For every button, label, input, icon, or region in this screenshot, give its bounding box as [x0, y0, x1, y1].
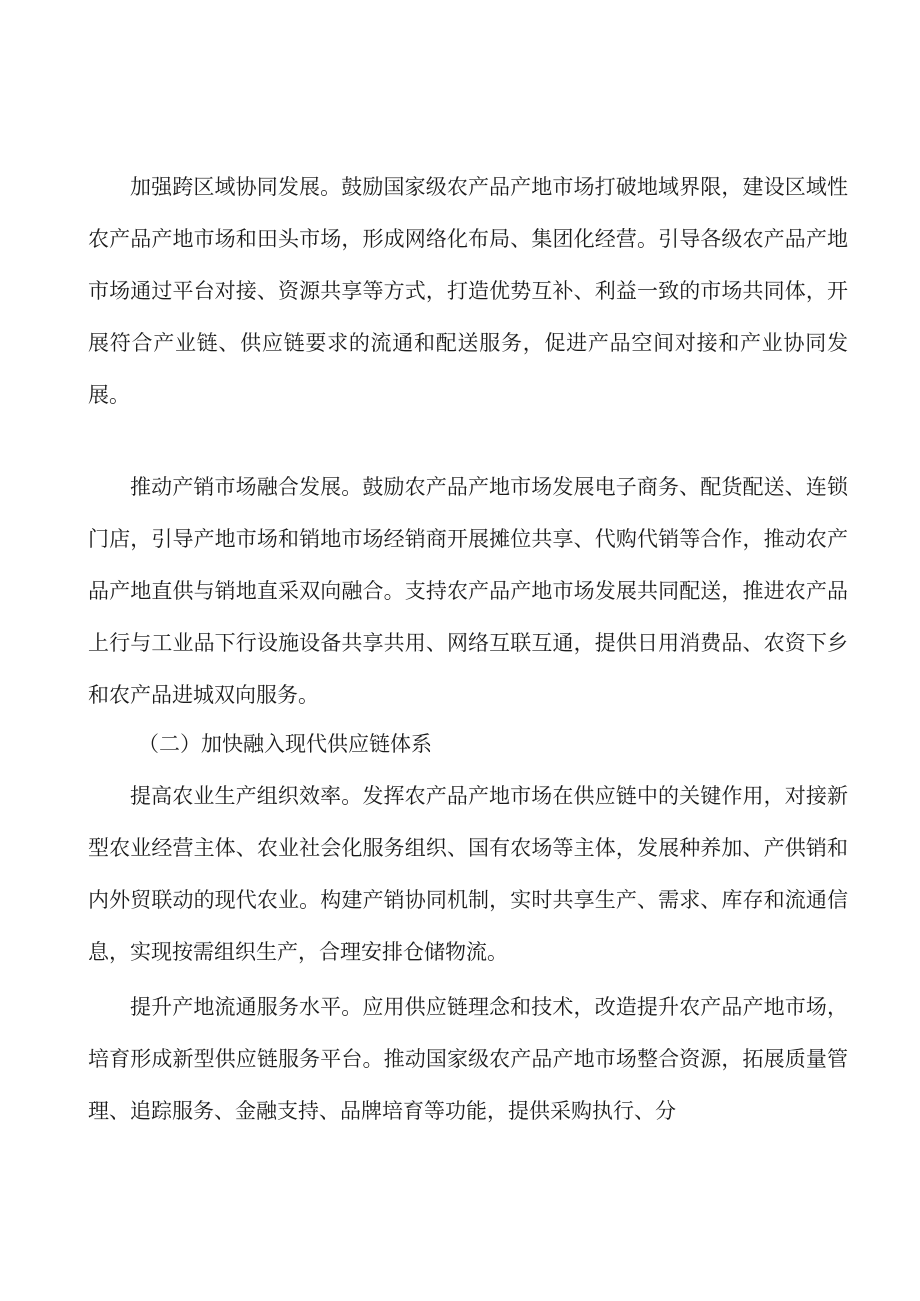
- paragraph-production-sales: [88, 461, 848, 721]
- body-paragraph: 推动产销市场融合发展。鼓励农产品产地市场发展电子商务、配货配送、连锁门店，引导产地市场和销地市场经销商开展摊位共享、代购代销等合作，推动农产品产地直供与销地直采双向融合。支持农产品产地市场发展共同配送，推进农产品上行与工业品下行设施设备共享共用、网络互联互通，提供日用消费品、农资下乡和农产品进城双向服务。: [88, 475, 848, 707]
- body-paragraph: 提升产地流通服务水平。应用供应链理念和技术，改造提升农产品产地市场，培育形成新型供应链服务平台。推动国家级农产品产地市场整合资源，拓展质量管理、追踪服务、金融支持、品牌培育等功能，提供采购执行、分: [88, 995, 848, 1123]
- section-heading: （二）加快融入现代供应链体系: [138, 732, 432, 756]
- body-paragraph: 提高农业生产组织效率。发挥农产品产地市场在供应链中的关键作用，对接新型农业经营主体、农业社会化服务组织、国有农场等主体，发展种养加、产供销和内外贸联动的现代农业。构建产销协同机制，实时共享生产、需求、库存和流通信息，实现按需组织生产，合理安排仓储物流。: [88, 784, 848, 964]
- paragraph-production-efficiency: [88, 770, 848, 978]
- paragraph-service-level: [88, 981, 848, 1137]
- section-heading-wrapper: [88, 718, 848, 770]
- paragraph-cross-region: [88, 161, 848, 421]
- body-paragraph: 加强跨区域协同发展。鼓励国家级农产品产地市场打破地域界限，建设区域性农产品产地市场和田头市场，形成网络化布局、集团化经营。引导各级农产品产地市场通过平台对接、资源共享等方式，打造优势互补、利益一致的市场共同体，开展符合产业链、供应链要求的流通和配送服务，促进产品空间对接和产业协同发展。: [88, 175, 848, 407]
